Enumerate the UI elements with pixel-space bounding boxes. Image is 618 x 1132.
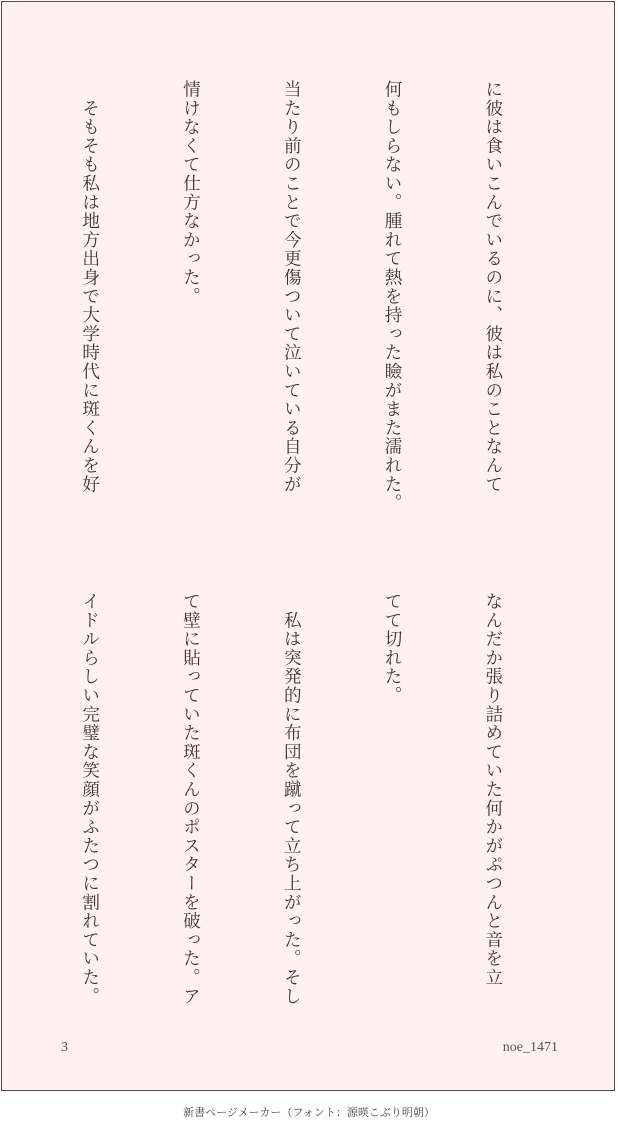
book-page [1, 1, 615, 1091]
text-column: なんだか張り詰めていた何かがぷつんと音を立 [482, 592, 503, 987]
page-number: 3 [61, 1040, 68, 1055]
author-id: noe_1471 [502, 1040, 558, 1055]
text-column: 当たり前のことで今更傷ついて泣いている自分が [281, 80, 302, 494]
text-column: 何もしらない。腫れて熱を持った瞼がまた濡れた。 [382, 80, 403, 513]
text-column: に彼は食いこんでいるのに、彼は私のことなんて [482, 80, 503, 494]
text-block-top [0, 80, 576, 550]
text-column [0, 80, 5, 550]
text-column: そもそも私は地方出身で大学時代に斑くんを好 [79, 80, 100, 494]
text-block-bottom [0, 592, 576, 1032]
text-column [0, 592, 5, 1032]
footer-credit: 新書ページメーカー（フォント：源暎こぶり明朝） [183, 1106, 435, 1119]
text-column: て壁に貼っていた斑くんのポスターを破った。ア [180, 592, 201, 1006]
text-column: 情けなくて仕方なかった。 [180, 80, 201, 306]
text-column: イドルらしい完璧な笑顔がふたつに割れていた。 [79, 592, 100, 1006]
text-column: てて切れた。 [382, 592, 403, 705]
text-column: 私は突発的に布団を蹴って立ち上がった。そし [281, 592, 302, 1006]
